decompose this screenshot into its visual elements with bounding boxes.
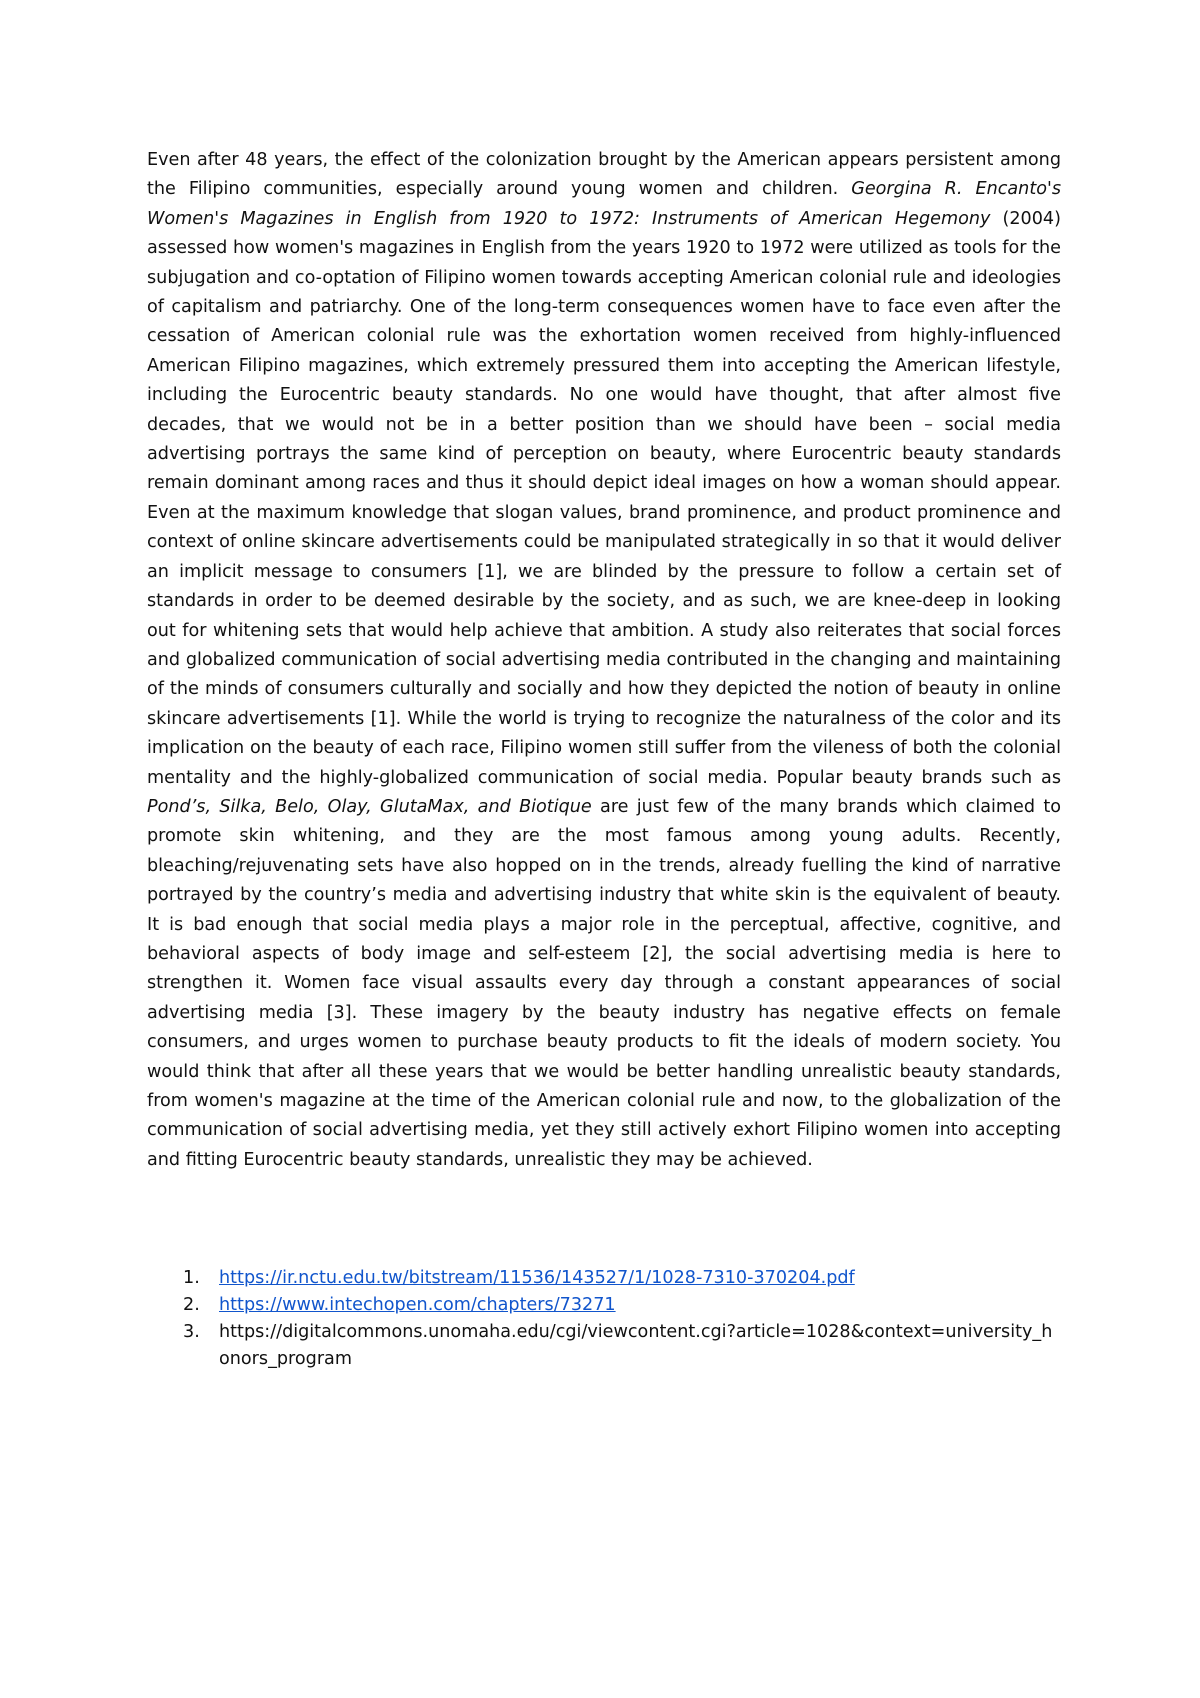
reference-item [147, 1265, 1061, 1292]
reference-number: 1. [183, 1268, 200, 1288]
reference-url-text: https://digitalcommons.unomaha.edu/cgi/viewcontent.cgi?article=1028&context=university_honors_program [219, 1322, 1053, 1369]
paragraph-text-2: (2004) assessed how women's magazines in English from the years 1920 to 1972 were utilized as tools for the subjugation and co-optation of Filipino women towards accepting American colonial rule and ideologies of capitalism and patriarchy. One of the long-term consequences women have to face even after the cessation of American colonial rule was the exhortation women received from highly-influenced American Filipino magazines, which extremely pressured them into accepting the American lifestyle, including the Eurocentric beauty standards. No one would have thought, that after almost five decades, that we would not be in a better position than we should have been – social media advertising portrays the same kind of perception on beauty, where Eurocentric beauty standards remain dominant among races and thus it should depict ideal images on how a woman should appear. Even at the maximum knowledge that slogan values, brand prominence, and product prominence and context of online skincare advertisements could be manipulated strategically in so that it would deliver an implicit message to consumers [1], we are blinded by the pressure to follow a certain set of standards in order to be deemed desirable by the society, and as such, we are knee-deep in looking out for whitening sets that would help achieve that ambition. A study also reiterates that social forces and globalized communication of social advertising media contributed in the changing and maintaining of the minds of consumers culturally and socially and how they depicted the notion of beauty in online skincare advertisements [1]. While the world is trying to recognize the naturalness of the color and its implication on the beauty of each race, Filipino women still suffer from the vileness of both the colonial mentality and the highly-globalized communication of social media. Popular beauty brands such as [147, 208, 1061, 788]
reference-list [147, 1265, 1061, 1373]
italic-brand-list: Pond’s, Silka, Belo, Olay, GlutaMax, and Biotique [147, 796, 592, 817]
paragraph-text-1: Even after 48 years, the effect of the colonization brought by the American appears persistent among the Filipino communities, especially around young women and children. [147, 150, 1061, 200]
italic-book-title: Georgina R. Encanto's Women's Magazines in English from 1920 to 1972: Instruments of American Hegemony [147, 179, 1062, 229]
reference-link[interactable]: https://ir.nctu.edu.tw/bitstream/11536/143527/1/1028-7310-370204.pdf [219, 1268, 855, 1288]
reference-number: 3. [183, 1322, 200, 1342]
reference-number: 2. [183, 1295, 200, 1315]
body-paragraph [147, 146, 1061, 1175]
reference-item [147, 1319, 1061, 1373]
reference-item [147, 1292, 1061, 1319]
paragraph-text-3: are just few of the many brands which claimed to promote skin whitening, and they are the most famous among young adults. Recently, bleaching/rejuvenating sets have also hopped on in the trends, already fuelling the kind of narrative portrayed by the country’s media and advertising industry that white skin is the equivalent of beauty. It is bad enough that social media plays a major role in the perceptual, affective, cognitive, and behavioral aspects of body image and self-esteem [2], the social advertising media is here to strengthen it. Women face visual assaults every day through a constant appearances of social advertising media [3]. These imagery by the beauty industry has negative effects on female consumers, and urges women to purchase beauty products to fit the ideals of modern society. You would think that after all these years that we would be better handling unrealistic beauty standards, from women's magazine at the time of the American colonial rule and now, to the globalization of the communication of social advertising media, yet they still actively exhort Filipino women into accepting and fitting Eurocentric beauty standards, unrealistic they may be achieved. [147, 796, 1061, 1170]
reference-link[interactable]: https://www.intechopen.com/chapters/73271 [219, 1295, 616, 1315]
